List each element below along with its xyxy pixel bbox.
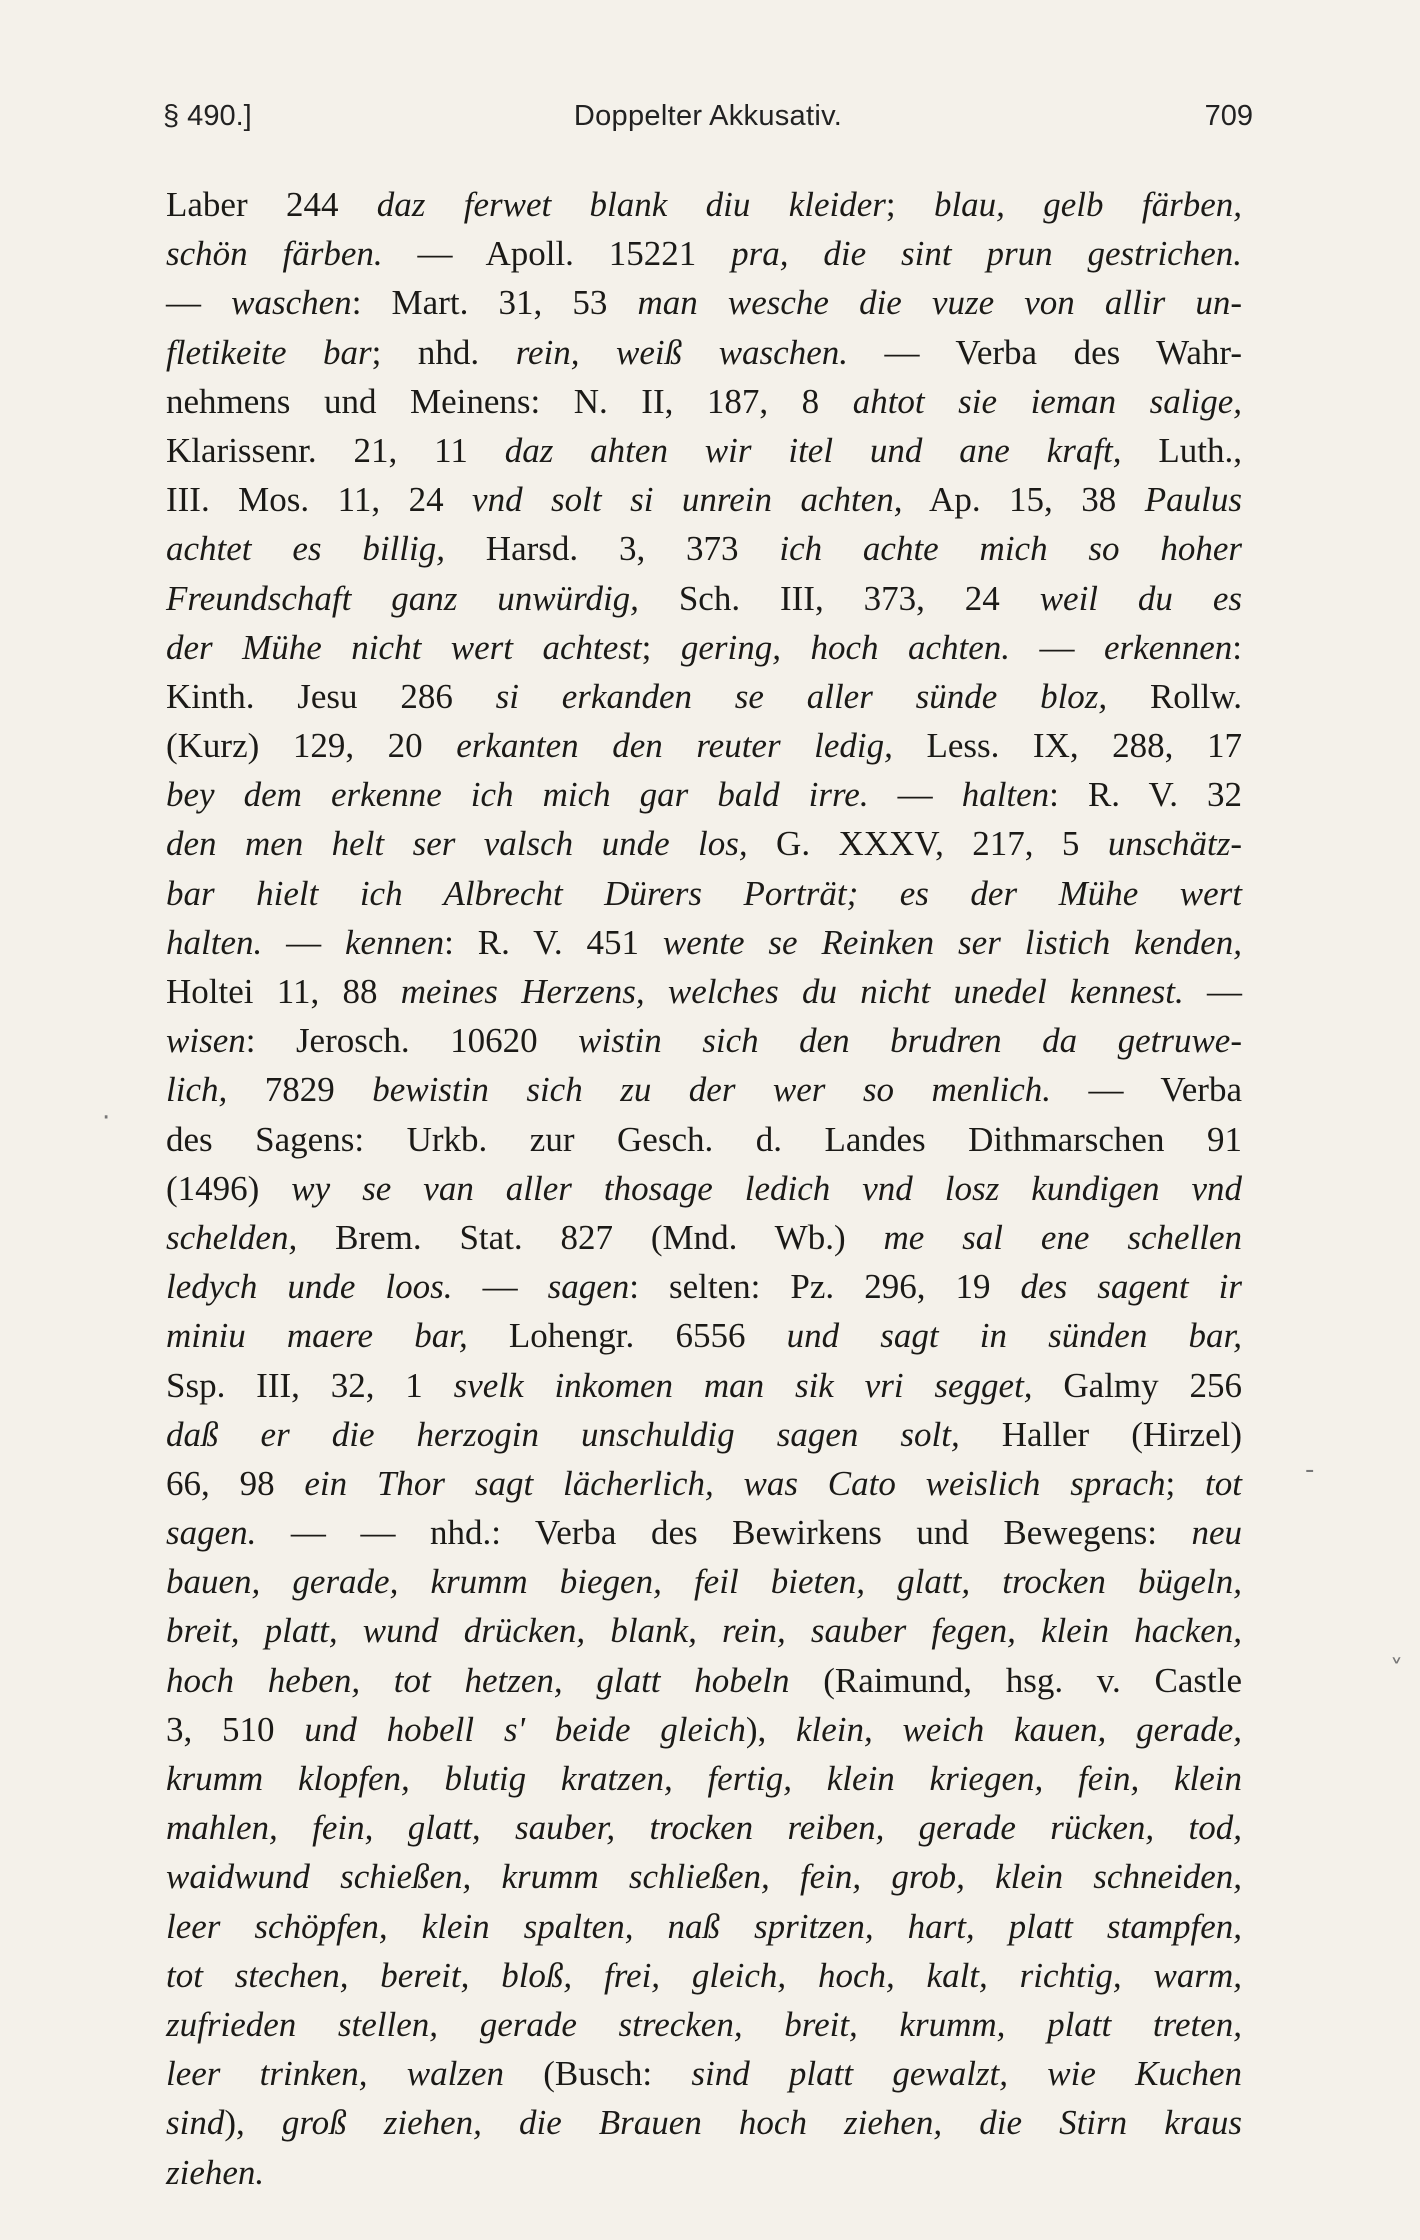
text-line bbox=[166, 475, 1242, 524]
text-segment: (Kurz) 129, 20 bbox=[166, 726, 457, 766]
italic-quotation: achtet es billig, bbox=[166, 529, 445, 569]
text-line bbox=[166, 2049, 1242, 2098]
italic-quotation: waidwund schießen, krumm schließen, fein, grob, klein schneiden, bbox=[166, 1857, 1242, 1897]
italic-quotation: groß ziehen, die Brauen hoch ziehen, die Stirn kraus bbox=[281, 2103, 1242, 2143]
text-segment: III. Mos. 11, 24 bbox=[166, 480, 473, 520]
text-line bbox=[166, 524, 1242, 573]
italic-quotation: erkennen bbox=[1104, 627, 1233, 667]
italic-quotation: kennen bbox=[345, 922, 445, 962]
italic-quotation: neu bbox=[1191, 1513, 1242, 1553]
italic-quotation: svelk inkomen man sik vri segget, bbox=[453, 1365, 1033, 1405]
text-line bbox=[166, 819, 1242, 868]
italic-quotation: fletikeite bar bbox=[166, 332, 372, 372]
text-segment: Klarissenr. 21, 11 bbox=[166, 430, 505, 470]
text-line bbox=[166, 1361, 1242, 1410]
italic-quotation: sagen bbox=[547, 1267, 630, 1307]
text-line bbox=[166, 1803, 1242, 1852]
italic-quotation: sind bbox=[166, 2103, 225, 2143]
text-line bbox=[166, 770, 1242, 819]
text-line bbox=[166, 1311, 1242, 1360]
italic-quotation: sind platt gewalzt, wie Kuchen bbox=[691, 2054, 1242, 2094]
text-segment: Holtei 11, 88 bbox=[166, 972, 401, 1011]
italic-quotation: den men helt ser valsch unde los, bbox=[166, 824, 748, 864]
text-segment: ; bbox=[641, 627, 681, 667]
text-segment: : R. V. 451 bbox=[444, 922, 663, 962]
text-line bbox=[166, 1606, 1242, 1655]
italic-quotation: leer trinken, walzen bbox=[166, 2054, 504, 2094]
text-line bbox=[166, 1656, 1242, 1705]
running-header bbox=[163, 100, 1253, 150]
text-segment: : R. V. 32 bbox=[1049, 775, 1243, 815]
italic-quotation: bewistin sich zu der wer so menlich. bbox=[372, 1070, 1052, 1110]
page-number: 709 bbox=[1204, 100, 1253, 132]
text-segment: Harsd. 3, 373 bbox=[444, 529, 780, 569]
running-title: Doppelter Akkusativ. bbox=[573, 100, 843, 132]
italic-quotation: ahtot sie ieman salige, bbox=[852, 381, 1242, 421]
text-segment: Galmy 256 bbox=[1032, 1365, 1242, 1405]
text-line bbox=[166, 1852, 1242, 1901]
text-segment: ; bbox=[885, 185, 934, 224]
text-line bbox=[166, 967, 1242, 1016]
text-line bbox=[166, 574, 1242, 623]
italic-quotation: hoch heben, tot hetzen, glatt hobeln bbox=[166, 1660, 790, 1700]
italic-quotation: blau, gelb färben, bbox=[933, 185, 1242, 224]
italic-quotation: miniu maere bar, bbox=[166, 1316, 468, 1356]
text-segment: Less. IX, 288, 17 bbox=[892, 726, 1242, 766]
italic-quotation: bey dem erkenne ich mich gar bald irre. bbox=[166, 775, 869, 815]
text-segment: Haller (Hirzel) bbox=[959, 1414, 1242, 1454]
italic-quotation: des sagent ir bbox=[1020, 1267, 1242, 1307]
text-line bbox=[166, 180, 1242, 229]
text-line bbox=[166, 1016, 1242, 1065]
text-line bbox=[166, 1164, 1242, 1213]
text-segment: 7829 bbox=[227, 1070, 373, 1110]
text-segment: Ap. 15, 38 bbox=[902, 480, 1145, 520]
italic-quotation: halten bbox=[961, 775, 1050, 815]
italic-quotation: lich, bbox=[166, 1070, 228, 1110]
text-segment: — — nhd.: Verba des Bewirkens und Bewegens: bbox=[256, 1513, 1192, 1553]
text-line bbox=[166, 1213, 1242, 1262]
italic-quotation: Freundschaft ganz unwürdig, bbox=[166, 578, 639, 618]
italic-quotation: daz ferwet blank diu kleider bbox=[376, 185, 886, 224]
text-segment: (Busch: bbox=[504, 2054, 692, 2094]
text-segment: — Apoll. 15221 bbox=[382, 234, 732, 274]
text-segment: : bbox=[1232, 627, 1242, 667]
italic-quotation: tot stechen, bereit, bloß, frei, gleich, hoch, kalt, richtig, warm, bbox=[166, 1955, 1242, 1995]
text-line bbox=[166, 1065, 1242, 1114]
text-line bbox=[166, 869, 1242, 918]
text-line bbox=[166, 1508, 1242, 1557]
italic-quotation: wy se van aller thosage ledich vnd losz kundigen vnd bbox=[291, 1168, 1242, 1208]
text-line bbox=[166, 1410, 1242, 1459]
text-segment: : Mart. 31, 53 bbox=[351, 283, 638, 323]
text-line bbox=[166, 1557, 1242, 1606]
italic-quotation: waschen bbox=[231, 283, 352, 323]
text-segment: — bbox=[166, 283, 232, 323]
italic-quotation: erkanten den reuter ledig, bbox=[456, 726, 893, 766]
text-line bbox=[166, 1115, 1242, 1164]
italic-quotation: leer schöpfen, klein spalten, naß spritzen, hart, platt stampfen, bbox=[166, 1906, 1242, 1946]
italic-quotation: schelden, bbox=[166, 1217, 298, 1257]
italic-quotation: ledych unde loos. bbox=[166, 1267, 453, 1307]
text-segment: 66, 98 bbox=[166, 1463, 305, 1503]
text-line bbox=[166, 1262, 1242, 1311]
text-line bbox=[166, 328, 1242, 377]
text-segment: Laber 244 bbox=[166, 185, 377, 224]
italic-quotation: mahlen, fein, glatt, sauber, trocken reiben, gerade rücken, tod, bbox=[166, 1808, 1242, 1848]
italic-quotation: wente se Reinken ser listich kenden, bbox=[662, 922, 1243, 962]
text-line bbox=[166, 426, 1242, 475]
text-line bbox=[166, 1705, 1242, 1754]
italic-quotation: der Mühe nicht wert achtest bbox=[166, 627, 642, 667]
italic-quotation: wistin sich den brudren da getruwe- bbox=[578, 1021, 1242, 1061]
text-segment: — bbox=[1010, 627, 1104, 667]
text-segment: : selten: Pz. 296, 19 bbox=[629, 1267, 1021, 1307]
text-segment: Sch. III, 373, 24 bbox=[638, 578, 1040, 618]
italic-quotation: bauen, gerade, krumm biegen, feil bieten, glatt, trocken bügeln, bbox=[166, 1562, 1242, 1602]
italic-quotation: und sagt in sünden bar, bbox=[786, 1316, 1242, 1356]
italic-quotation: sagen. bbox=[166, 1513, 257, 1553]
text-segment: Lohengr. 6556 bbox=[467, 1316, 787, 1356]
italic-quotation: man wesche die vuze von allir un- bbox=[637, 283, 1243, 323]
text-segment: Ssp. III, 32, 1 bbox=[166, 1365, 454, 1405]
text-segment: G. XXXV, 217, 5 bbox=[747, 824, 1108, 864]
text-segment: nehmens und Meinens: N. II, 187, 8 bbox=[166, 381, 853, 421]
text-segment: Luth., bbox=[1121, 430, 1242, 470]
section-reference: § 490.] bbox=[163, 100, 252, 132]
text-line bbox=[166, 672, 1242, 721]
text-segment: : Jerosch. 10620 bbox=[245, 1021, 579, 1061]
text-segment: — bbox=[1183, 972, 1242, 1011]
text-segment: Rollw. bbox=[1107, 676, 1243, 716]
text-segment: — Verba des Wahr- bbox=[847, 332, 1243, 372]
text-line bbox=[166, 2000, 1242, 2049]
italic-quotation: halten. bbox=[166, 922, 263, 962]
italic-quotation: weil du es bbox=[1039, 578, 1242, 618]
text-line bbox=[166, 377, 1242, 426]
text-segment: ; nhd. bbox=[371, 332, 516, 372]
margin-dot: · bbox=[102, 1103, 111, 1133]
italic-quotation: und hobell s' beide gleich bbox=[304, 1709, 746, 1749]
text-segment: Brem. Stat. 827 (Mnd. Wb.) bbox=[297, 1217, 884, 1257]
italic-quotation: Paulus bbox=[1144, 480, 1242, 520]
italic-quotation: breit, platt, wund drücken, blank, rein, sauber fegen, klein hacken, bbox=[166, 1611, 1242, 1651]
text-line bbox=[166, 1902, 1242, 1951]
text-line bbox=[166, 918, 1242, 967]
italic-quotation: rein, weiß waschen. bbox=[515, 332, 848, 372]
italic-quotation: daß er die herzogin unschuldig sagen solt, bbox=[166, 1414, 960, 1454]
body-text bbox=[166, 180, 1242, 2197]
text-line bbox=[166, 721, 1242, 770]
text-segment: — bbox=[452, 1267, 548, 1307]
text-segment: (1496) bbox=[166, 1168, 292, 1208]
text-segment: — bbox=[868, 775, 962, 815]
italic-quotation: schön färben. bbox=[166, 234, 383, 274]
italic-quotation: daz ahten wir itel und ane kraft, bbox=[504, 430, 1122, 470]
italic-quotation: klein, weich kauen, gerade, bbox=[796, 1709, 1243, 1749]
text-line bbox=[166, 2098, 1242, 2147]
italic-quotation: zufrieden stellen, gerade strecken, breit, krumm, platt treten, bbox=[166, 2004, 1242, 2044]
italic-quotation: tot bbox=[1205, 1463, 1242, 1503]
text-line bbox=[166, 2148, 1242, 2197]
text-segment: ), bbox=[745, 1709, 797, 1749]
text-segment: (Raimund, hsg. v. Castle bbox=[789, 1660, 1242, 1700]
italic-quotation: vnd solt si unrein achten, bbox=[472, 480, 903, 520]
italic-quotation: pra, die sint prun gestrichen. bbox=[731, 234, 1242, 274]
text-line bbox=[166, 1459, 1242, 1508]
text-segment: 3, 510 bbox=[166, 1709, 305, 1749]
italic-quotation: ich achte mich so hoher bbox=[779, 529, 1242, 569]
italic-quotation: gering, hoch achten. bbox=[680, 627, 1011, 667]
text-segment: ; bbox=[1165, 1463, 1206, 1503]
text-segment: ), bbox=[224, 2103, 282, 2143]
italic-quotation: si erkanden se aller sünde bloz, bbox=[495, 676, 1108, 716]
italic-quotation: ziehen. bbox=[166, 2152, 265, 2192]
italic-quotation: krumm klopfen, blutig kratzen, fertig, klein kriegen, fein, klein bbox=[166, 1759, 1242, 1798]
italic-quotation: me sal ene schellen bbox=[883, 1217, 1242, 1257]
text-segment: Kinth. Jesu 286 bbox=[166, 676, 496, 716]
italic-quotation: bar hielt ich Albrecht Dürers Porträt; es der Mühe wert bbox=[166, 873, 1242, 913]
italic-quotation: meines Herzens, welches du nicht unedel kennest. bbox=[400, 972, 1184, 1011]
text-segment: des Sagens: Urkb. zur Gesch. d. Landes Dithmarschen 91 bbox=[166, 1119, 1242, 1159]
text-line bbox=[166, 1754, 1242, 1803]
text-segment: — Verba bbox=[1051, 1070, 1242, 1110]
italic-quotation: wisen bbox=[166, 1021, 246, 1061]
text-segment: — bbox=[262, 922, 346, 962]
text-line bbox=[166, 1951, 1242, 2000]
text-line bbox=[166, 229, 1242, 278]
text-line bbox=[166, 278, 1242, 327]
italic-quotation: unschätz- bbox=[1107, 824, 1242, 864]
margin-dash: - bbox=[1305, 1455, 1315, 1485]
italic-quotation: ein Thor sagt lächerlich, was Cato weislich sprach bbox=[304, 1463, 1166, 1503]
text-line bbox=[166, 623, 1242, 672]
margin-tick: ˅ bbox=[1390, 1655, 1403, 1685]
